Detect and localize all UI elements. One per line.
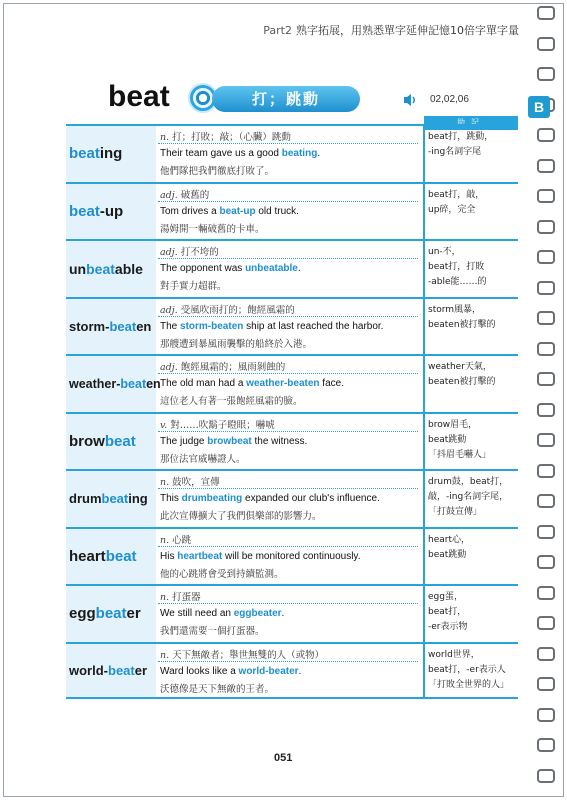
- memory-notes: [428, 188, 518, 218]
- part-of-speech: n.: [160, 132, 170, 143]
- column-divider: [423, 126, 425, 182]
- binding-ring: [537, 159, 555, 173]
- example-translation: 這位老人有著一張飽經風霜的臉。: [160, 396, 303, 407]
- word-segment: er: [134, 662, 148, 678]
- example-segment: the witness.: [251, 435, 308, 447]
- note-line: storm風暴，: [428, 304, 482, 315]
- definition: [160, 244, 219, 258]
- definition: [160, 474, 220, 488]
- note-line: -er表示物: [428, 622, 468, 632]
- binding-ring: [537, 464, 555, 478]
- example-segment: expanded our club's influence.: [242, 493, 380, 504]
- headword-meaning: 打；跳動: [212, 86, 360, 112]
- example-sentence: [160, 436, 307, 447]
- binding-ring: [537, 128, 555, 142]
- definition-text: 打蛋器: [172, 592, 201, 603]
- binding-ring: [537, 494, 555, 508]
- note-line: beat打，: [428, 607, 467, 617]
- speaker-icon[interactable]: [402, 92, 418, 108]
- entry-word: [66, 241, 156, 297]
- note-line: weather天氣，: [428, 362, 492, 372]
- column-divider: [423, 184, 425, 240]
- entry-row: [66, 354, 518, 412]
- note-line: beaten被打擊的: [428, 319, 496, 330]
- example-translation: 他們隊把我們徹底打敗了。: [160, 166, 275, 177]
- definition: [160, 302, 295, 316]
- entry-row: [66, 584, 518, 642]
- memory-notes: [428, 130, 518, 160]
- example-segment: Their team gave us a good: [160, 148, 282, 159]
- entry-content: [158, 241, 420, 297]
- example-translation: 那艘遭到暴風雨襲擊的船終於入港。: [160, 338, 313, 350]
- memory-notes: [428, 303, 518, 333]
- word-segment: er: [126, 605, 141, 623]
- note-line: beat打，打敗: [428, 262, 485, 272]
- word-segment: un: [69, 260, 87, 277]
- entry-word: [66, 586, 156, 642]
- part-of-speech: n.: [160, 649, 170, 661]
- example-segment: will be monitored continuously.: [222, 550, 361, 562]
- word-segment: beat: [69, 202, 100, 220]
- entry-row: [66, 239, 518, 297]
- word-segment: heart: [69, 547, 106, 565]
- binding-ring: [537, 677, 555, 691]
- binding-ring: [537, 708, 555, 722]
- definition-text: 打不垮的: [180, 247, 219, 258]
- dotted-divider: [158, 201, 418, 202]
- definition: [160, 589, 201, 603]
- word-segment: beat: [95, 605, 127, 623]
- entry-word: [66, 529, 156, 585]
- word-segment: able: [114, 260, 143, 277]
- word-segment: beat: [109, 318, 137, 334]
- entry-word: [66, 299, 156, 355]
- binding-ring: [537, 403, 555, 417]
- word-segment: beat: [108, 662, 135, 678]
- example-segment: The judge: [160, 435, 208, 447]
- entry-row: [66, 182, 518, 240]
- word-segment: beat: [101, 491, 129, 507]
- definition: [160, 129, 291, 143]
- entry-content: [158, 356, 420, 412]
- memory-notes: [428, 590, 518, 635]
- word-segment: beat: [86, 260, 115, 277]
- entry-row: [66, 297, 518, 355]
- definition: [160, 417, 275, 431]
- memory-notes: [428, 533, 518, 563]
- definition-text: 對……吹鬍子瞪眼；嚇唬: [170, 419, 275, 431]
- part-of-speech: adj.: [160, 247, 178, 258]
- dotted-divider: [158, 431, 418, 432]
- column-divider: [423, 644, 425, 698]
- binding-ring: [537, 189, 555, 203]
- section-tab[interactable]: B: [528, 96, 550, 118]
- entry-content: [158, 299, 420, 355]
- example-sentence: [160, 321, 383, 332]
- binding-ring: [537, 311, 555, 325]
- binding-ring: [537, 250, 555, 264]
- example-segment: .: [297, 263, 301, 274]
- column-divider: [423, 471, 425, 527]
- entry-word: [66, 471, 156, 527]
- note-line: 「打鼓宣傳」: [428, 507, 483, 517]
- word-segment: ing: [99, 145, 123, 163]
- column-divider: [423, 299, 425, 355]
- binding-ring: [537, 220, 555, 234]
- entry-row: [66, 124, 518, 182]
- binding-ring: [537, 281, 555, 295]
- example-translation: 那位法官威嚇證人。: [160, 453, 246, 465]
- note-line: -able能……的: [428, 277, 487, 287]
- definition-text: 天下無敵者；舉世無雙的人（或物）: [172, 649, 325, 661]
- example-sentence: [160, 378, 344, 389]
- note-line: 敲，-ing名詞字尾，: [428, 492, 509, 502]
- example-segment: browbeat: [207, 435, 252, 447]
- note-line: world世界，: [428, 649, 480, 660]
- definition-text: 鼓吹，宣傳: [172, 477, 220, 488]
- word-segment: brow: [69, 432, 105, 450]
- definition: [160, 532, 191, 546]
- column-divider: [423, 414, 425, 470]
- entry-word: [66, 126, 156, 182]
- audio-track-number: 02,02,06: [430, 94, 469, 105]
- word-segment: beat: [69, 145, 100, 163]
- example-segment: old truck.: [255, 205, 299, 217]
- binding-ring: [537, 647, 555, 661]
- definition: [160, 187, 209, 201]
- column-divider: [423, 356, 425, 412]
- column-divider: [423, 586, 425, 642]
- word-segment: beat: [120, 376, 147, 391]
- binding-ring: [537, 6, 555, 20]
- entry-word: [66, 184, 156, 240]
- note-line: beat跳動: [428, 434, 467, 445]
- example-segment: weather-beaten: [246, 378, 320, 389]
- word-segment: weather-: [69, 376, 121, 391]
- note-line: -ing名詞字尾: [428, 147, 482, 157]
- page-number: 051: [274, 752, 293, 764]
- part-of-speech: adj.: [160, 362, 178, 373]
- example-segment: His: [160, 550, 178, 562]
- note-line: 「打敗全世界的人」: [428, 679, 510, 690]
- entry-content: [158, 586, 420, 642]
- definition: [160, 359, 285, 373]
- example-segment: The opponent was: [160, 263, 246, 274]
- note-line: heart心，: [428, 534, 470, 545]
- word-table: [66, 118, 518, 699]
- example-segment: beating: [281, 148, 318, 159]
- note-line: up碎，完全: [428, 204, 476, 215]
- example-segment: This: [160, 493, 182, 504]
- binding-ring: [537, 525, 555, 539]
- example-segment: face.: [319, 378, 344, 389]
- definition-text: 受風吹雨打的；飽經風霜的: [180, 304, 295, 316]
- note-line: beat跳動: [428, 549, 467, 560]
- example-sentence: [160, 263, 301, 274]
- example-segment: beat-up: [219, 205, 256, 217]
- example-segment: storm-beaten: [180, 320, 244, 332]
- entry-content: [158, 644, 420, 698]
- binding-ring: [537, 616, 555, 630]
- note-line: 「抖眉毛嚇人」: [428, 449, 492, 460]
- word-segment: world-: [69, 662, 108, 678]
- part-of-speech: v.: [160, 419, 168, 431]
- entry-row: [66, 469, 518, 527]
- column-divider: [423, 241, 425, 297]
- word-segment: drum: [69, 491, 102, 507]
- dotted-divider: [158, 661, 418, 662]
- memory-notes: [428, 245, 518, 290]
- binding-ring: [537, 586, 555, 600]
- entry-content: [158, 529, 420, 585]
- part-of-speech: n.: [160, 534, 170, 546]
- definition-text: 打；打敗；敲；（心臟）跳動: [172, 132, 291, 143]
- example-sentence: [160, 666, 301, 677]
- example-translation: 對手實力超群。: [160, 281, 227, 292]
- note-line: un-不，: [428, 247, 461, 257]
- example-translation: 此次宣傳擴大了我們俱樂部的影響力。: [160, 511, 322, 522]
- example-segment: drumbeating: [181, 493, 243, 504]
- example-segment: .: [317, 148, 321, 159]
- definition-text: 飽經風霜的；風雨剝蝕的: [180, 362, 286, 373]
- example-sentence: [160, 206, 299, 217]
- example-sentence: [160, 493, 380, 504]
- word-segment: ing: [128, 491, 148, 507]
- example-translation: 他的心跳將會受到持續監測。: [160, 568, 284, 580]
- note-line: egg蛋，: [428, 592, 463, 602]
- binding-ring: [537, 37, 555, 51]
- entry-content: [158, 414, 420, 470]
- binding-ring: [537, 433, 555, 447]
- spiral-binding: [535, 0, 559, 800]
- example-segment: The: [160, 320, 181, 332]
- example-segment: .: [281, 608, 285, 619]
- example-segment: .: [298, 665, 302, 677]
- binding-ring: [537, 372, 555, 386]
- headword: beat: [108, 80, 170, 113]
- word-segment: egg: [69, 605, 96, 623]
- headword-row: [108, 82, 488, 118]
- example-sentence: [160, 551, 360, 562]
- dotted-divider: [158, 258, 418, 259]
- word-segment: beat: [104, 432, 136, 450]
- dotted-divider: [158, 316, 418, 317]
- dotted-divider: [158, 488, 418, 489]
- binding-ring: [537, 738, 555, 752]
- binding-ring: [537, 769, 555, 783]
- dotted-divider: [158, 603, 418, 604]
- entry-content: [158, 184, 420, 240]
- part-label: Part2: [263, 24, 292, 37]
- note-line: drum鼓，beat打，: [428, 477, 509, 487]
- part-of-speech: adj.: [160, 304, 178, 316]
- example-segment: world-beater: [238, 665, 299, 677]
- word-segment: en: [136, 318, 152, 334]
- definition: [160, 647, 324, 661]
- example-segment: The old man had a: [160, 378, 247, 389]
- dotted-divider: [158, 546, 418, 547]
- part-of-speech: adj.: [160, 189, 178, 201]
- word-segment: -up: [99, 202, 124, 220]
- memory-notes: [428, 360, 518, 390]
- note-line: beat打，跳動，: [428, 132, 494, 142]
- example-segment: Tom drives a: [160, 205, 220, 217]
- entry-content: [158, 471, 420, 527]
- example-segment: We still need an: [160, 608, 234, 619]
- entry-word: [66, 414, 156, 470]
- note-line: beat打，敲，: [428, 189, 485, 200]
- example-translation: 沃德像是天下無敵的王者。: [160, 683, 275, 695]
- memory-notes: [428, 475, 518, 520]
- definition-text: 心跳: [172, 534, 192, 546]
- word-segment: beat: [105, 547, 137, 565]
- dotted-divider: [158, 373, 418, 374]
- note-line: brow眉毛，: [428, 419, 478, 430]
- binding-ring: [537, 67, 555, 81]
- binding-ring: [537, 555, 555, 569]
- example-sentence: [160, 148, 320, 159]
- word-segment: en: [146, 376, 161, 391]
- dotted-divider: [158, 143, 418, 144]
- header-title: 熟字拓展，用熟悉單字延伸記憶10倍字單字量: [296, 24, 519, 37]
- part-of-speech: n.: [160, 592, 170, 603]
- entry-word: [66, 356, 161, 412]
- memory-notes: [428, 648, 518, 693]
- example-segment: ship at last reached the harbor.: [243, 320, 384, 332]
- binding-ring: [537, 342, 555, 356]
- running-header: [263, 22, 519, 38]
- part-of-speech: n.: [160, 477, 170, 488]
- example-sentence: [160, 608, 284, 619]
- entry-word: [66, 644, 156, 698]
- example-translation: 我們還需要一個打蛋器。: [160, 626, 265, 637]
- note-line: beat打，-er表示人: [428, 664, 506, 675]
- column-divider: [423, 529, 425, 585]
- example-segment: unbeatable: [245, 263, 298, 274]
- note-line: beaten被打擊的: [428, 377, 496, 387]
- notes-heading: 助記: [424, 116, 518, 130]
- entry-row: [66, 642, 518, 700]
- example-segment: Ward looks like a: [160, 665, 239, 677]
- entry-row: [66, 412, 518, 470]
- entry-row: [66, 527, 518, 585]
- example-translation: 湯姆開一輛破舊的卡車。: [160, 223, 265, 235]
- example-segment: eggbeater: [233, 608, 282, 619]
- entry-content: [158, 126, 420, 182]
- word-segment: storm-: [69, 318, 110, 334]
- memory-notes: [428, 418, 518, 463]
- example-segment: heartbeat: [177, 550, 223, 562]
- definition-text: 破舊的: [180, 189, 210, 201]
